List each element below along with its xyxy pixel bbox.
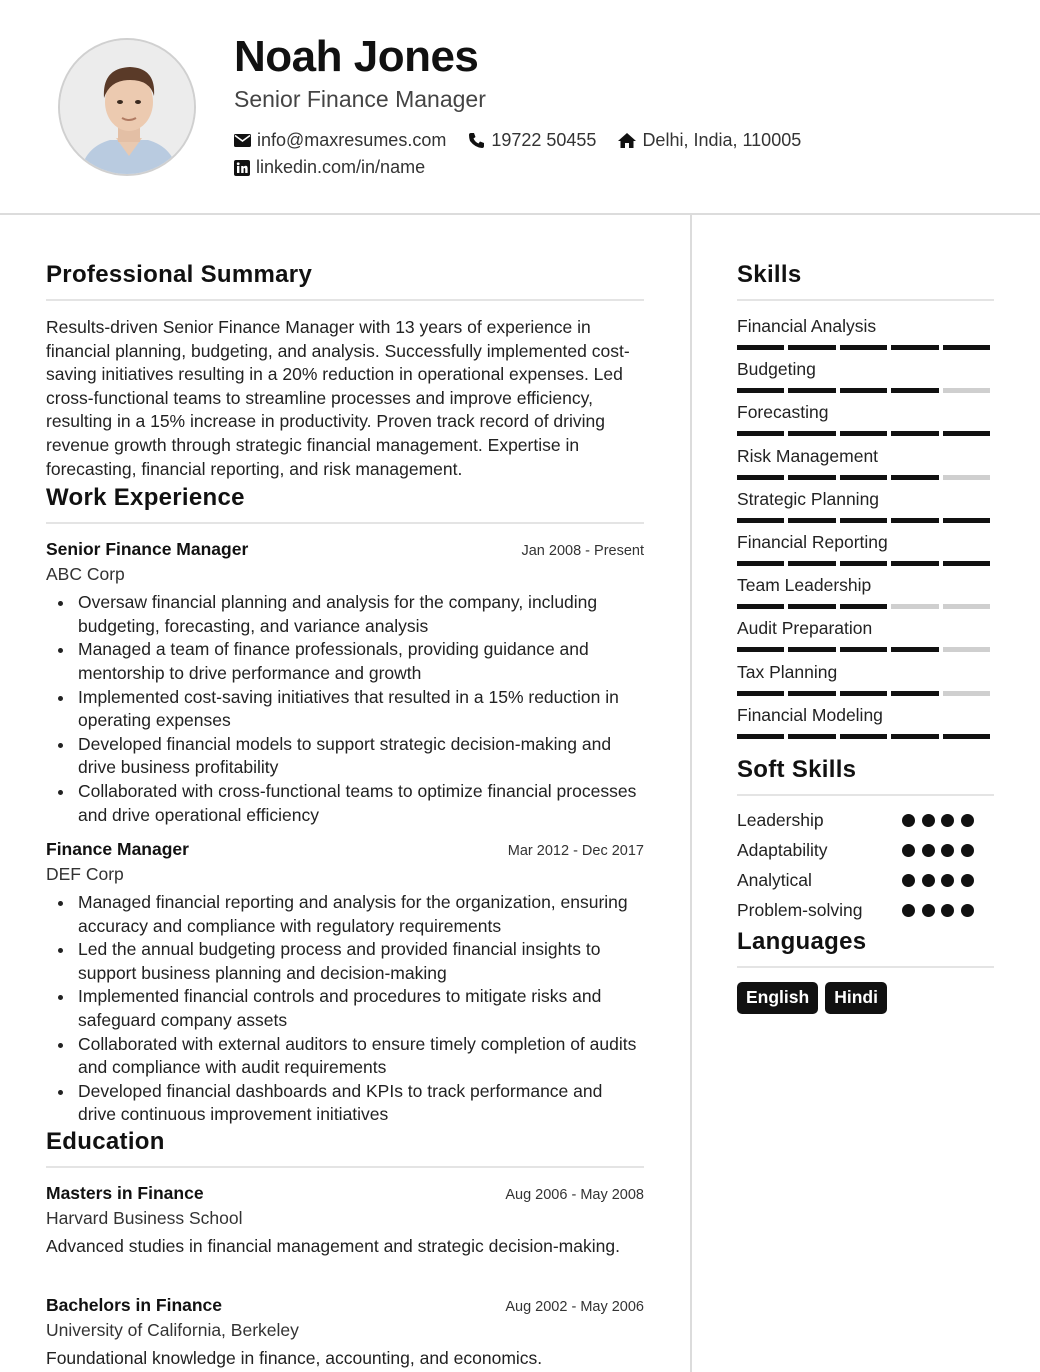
skill-level-segment: [737, 388, 784, 393]
skill-level-segment: [891, 518, 938, 523]
degree-title: Bachelors in Finance: [46, 1295, 223, 1316]
section-rule: [46, 1166, 644, 1168]
contact-row: [234, 130, 823, 151]
skill-level-segment: [943, 561, 990, 566]
email-text: info@maxresumes.com: [257, 130, 447, 150]
skill-name: Strategic Planning: [737, 488, 880, 509]
skill-level-bar: [737, 604, 994, 609]
job-date: Jan 2008 - Present: [521, 543, 644, 560]
skill-level-segment: [840, 475, 887, 480]
summary-text: Results-driven Senior Finance Manager with 13 years of experience in financial planning, budgeting, and analysis. Successfully implemented cost-saving initiatives resulting in a 20% reduction in operational expenses. Led cross-functional teams to streamline processes and improve efficiency, resulting in a 15% increase in productivity. Proven track record of driving revenue growth through strategic financial management. Expertise in forecasting, financial reporting, and risk management.: [46, 317, 630, 479]
list-item: Developed financial dashboards and KPIs to track performance and drive continuous improvement initiatives: [46, 1080, 644, 1127]
soft-skill-item: [737, 896, 994, 926]
linkedin-icon: [234, 160, 250, 176]
skill-level-segment: [943, 518, 990, 523]
column-divider: [690, 215, 692, 1372]
soft-skill-name: Problem-solving: [737, 900, 863, 921]
job-company: ABC Corp: [46, 564, 125, 585]
list-item: Managed financial reporting and analysis for the organization, ensuring accuracy and compliance with regulatory requirements: [46, 891, 644, 938]
languages-heading: Languages: [737, 927, 867, 955]
soft-skill-rating: [902, 814, 974, 827]
candidate-name: Noah Jones: [234, 32, 479, 81]
skill-level-segment: [943, 345, 990, 350]
rating-dot: [902, 814, 915, 827]
skills-list: [737, 316, 994, 748]
job-company: DEF Corp: [46, 864, 124, 885]
list-item: Implemented financial controls and procedures to mitigate risks and safeguard company assets: [46, 985, 644, 1032]
skill-item: [737, 705, 994, 748]
education-section: [46, 1128, 644, 1369]
skill-name: Team Leadership: [737, 575, 872, 596]
skill-level-bar: [737, 431, 994, 436]
skill-level-bar: [737, 561, 994, 566]
skill-level-segment: [737, 561, 784, 566]
summary-heading: Professional Summary: [46, 261, 313, 288]
skill-name: Audit Preparation: [737, 618, 873, 639]
skill-level-segment: [788, 647, 835, 652]
skill-level-segment: [943, 734, 990, 739]
skill-name: Risk Management: [737, 445, 879, 466]
soft-skill-rating: [902, 874, 974, 887]
skill-level-bar: [737, 475, 994, 480]
education-entry: [46, 1183, 644, 1257]
rating-dot: [941, 874, 954, 887]
education-date: Aug 2006 - May 2008: [505, 1187, 644, 1204]
soft-skill-rating: [902, 844, 974, 857]
skill-name: Financial Modeling: [737, 704, 883, 725]
skill-level-segment: [840, 734, 887, 739]
skill-level-segment: [788, 475, 835, 480]
envelope-icon: [234, 134, 251, 147]
section-rule: [46, 299, 644, 301]
skill-level-segment: [788, 388, 835, 393]
main-column: [46, 215, 644, 1369]
soft-skill-name: Analytical: [737, 870, 812, 891]
education-date: Aug 2002 - May 2006: [505, 1299, 644, 1316]
skill-level-segment: [891, 691, 938, 696]
skill-level-segment: [737, 431, 784, 436]
skill-level-segment: [943, 647, 990, 652]
skill-level-segment: [840, 388, 887, 393]
skill-level-segment: [891, 604, 938, 609]
list-item: Oversaw financial planning and analysis for the company, including budgeting, forecasting, and variance analysis: [46, 591, 644, 638]
phone-contact[interactable]: [468, 130, 596, 151]
skill-level-bar: [737, 734, 994, 739]
job-bullets: [46, 591, 644, 827]
skill-level-segment: [943, 604, 990, 609]
sidebar-column: [737, 215, 994, 1014]
soft-skill-item: [737, 836, 994, 866]
skill-level-segment: [788, 604, 835, 609]
email-contact[interactable]: [234, 130, 446, 151]
languages-section: [737, 928, 994, 1014]
skill-level-bar: [737, 647, 994, 652]
skill-item: [737, 402, 994, 445]
skill-name: Forecasting: [737, 402, 829, 423]
skill-level-segment: [737, 734, 784, 739]
job-bullets: [46, 891, 644, 1127]
location-text: Delhi, India, 110005: [642, 130, 802, 150]
soft-skill-item: [737, 866, 994, 896]
list-item: Led the annual budgeting process and provided financial insights to support business planning and decision-making: [46, 938, 644, 985]
skill-level-segment: [840, 647, 887, 652]
linkedin-text: linkedin.com/in/name: [256, 157, 426, 177]
skill-level-segment: [737, 345, 784, 350]
skill-level-segment: [891, 734, 938, 739]
skill-level-segment: [891, 647, 938, 652]
phone-icon: [468, 132, 485, 149]
job-date: Mar 2012 - Dec 2017: [507, 843, 644, 860]
rating-dot: [941, 814, 954, 827]
skill-level-segment: [788, 691, 835, 696]
experience-heading: Work Experience: [46, 484, 245, 512]
languages-list: [737, 982, 994, 1014]
skill-level-segment: [840, 431, 887, 436]
list-item: Implemented cost-saving initiatives that resulted in a 15% reduction in operating expenses: [46, 686, 644, 733]
skill-level-bar: [737, 345, 994, 350]
section-rule: [737, 299, 994, 301]
candidate-title: Senior Finance Manager: [234, 86, 486, 112]
rating-dot: [922, 844, 935, 857]
resume-header: [0, 0, 1040, 215]
skill-level-segment: [737, 691, 784, 696]
language-tag: English: [737, 982, 818, 1014]
skill-level-segment: [943, 691, 990, 696]
section-rule: [737, 966, 994, 968]
skill-level-bar: [737, 691, 994, 696]
location-contact: [618, 130, 801, 151]
skill-level-segment: [788, 561, 835, 566]
list-item: Developed financial models to support strategic decision-making and drive business profitability: [46, 733, 644, 780]
skill-name: Budgeting: [737, 359, 816, 380]
list-item: Collaborated with external auditors to ensure timely completion of audits and compliance with audit requirements: [46, 1033, 644, 1080]
skill-name: Tax Planning: [737, 661, 838, 682]
rating-dot: [961, 814, 974, 827]
skill-item: [737, 532, 994, 575]
soft-skills-heading: Soft Skills: [737, 755, 857, 783]
experience-section: [46, 484, 644, 1127]
soft-skill-name: Adaptability: [737, 840, 828, 861]
skill-level-segment: [788, 431, 835, 436]
job-entry: [46, 839, 644, 1127]
rating-dot: [961, 874, 974, 887]
degree-title: Masters in Finance: [46, 1183, 204, 1204]
skill-level-bar: [737, 388, 994, 393]
skill-level-segment: [840, 561, 887, 566]
rating-dot: [902, 904, 915, 917]
skills-section: [737, 261, 994, 748]
skill-level-segment: [737, 518, 784, 523]
skill-level-segment: [891, 388, 938, 393]
list-item: Collaborated with cross-functional teams to optimize financial processes and drive operational efficiency: [46, 780, 644, 827]
list-item: Managed a team of finance professionals, providing guidance and mentorship to drive performance and growth: [46, 638, 644, 685]
skill-level-segment: [788, 345, 835, 350]
skill-level-segment: [943, 431, 990, 436]
skill-level-segment: [840, 518, 887, 523]
skill-item: [737, 359, 994, 402]
language-tag: Hindi: [825, 982, 887, 1014]
skill-level-segment: [737, 604, 784, 609]
rating-dot: [922, 904, 935, 917]
skill-item: [737, 662, 994, 705]
school-name: University of California, Berkeley: [46, 1320, 299, 1341]
skill-level-segment: [891, 475, 938, 480]
linkedin-contact[interactable]: [234, 157, 425, 178]
skill-item: [737, 489, 994, 532]
skills-heading: Skills: [737, 261, 802, 288]
contact-row-2: [234, 157, 447, 178]
skill-name: Financial Analysis: [737, 316, 877, 336]
soft-skill-item: [737, 806, 994, 836]
rating-dot: [941, 844, 954, 857]
skill-level-segment: [840, 604, 887, 609]
skill-level-segment: [788, 734, 835, 739]
rating-dot: [961, 844, 974, 857]
skill-level-segment: [891, 345, 938, 350]
skill-item: [737, 618, 994, 661]
skill-level-segment: [891, 561, 938, 566]
job-title: Finance Manager: [46, 839, 189, 860]
school-name: Harvard Business School: [46, 1208, 243, 1229]
skill-level-segment: [737, 475, 784, 480]
home-icon: [618, 133, 636, 148]
job-title: Senior Finance Manager: [46, 539, 249, 560]
skill-item: [737, 446, 994, 489]
skill-level-segment: [840, 691, 887, 696]
section-rule: [46, 522, 644, 524]
skill-name: Financial Reporting: [737, 531, 888, 552]
section-rule: [737, 794, 994, 796]
profile-photo: [58, 38, 196, 176]
skill-level-segment: [891, 431, 938, 436]
rating-dot: [902, 844, 915, 857]
skill-level-segment: [840, 345, 887, 350]
rating-dot: [922, 814, 935, 827]
soft-skill-name: Leadership: [737, 810, 824, 831]
phone-text: 19722 50455: [491, 130, 597, 150]
soft-skills-section: [737, 756, 994, 926]
education-heading: Education: [46, 1128, 165, 1156]
job-entry: [46, 539, 644, 827]
skill-level-bar: [737, 518, 994, 523]
skill-level-segment: [788, 518, 835, 523]
rating-dot: [922, 874, 935, 887]
rating-dot: [902, 874, 915, 887]
rating-dot: [961, 904, 974, 917]
rating-dot: [941, 904, 954, 917]
skill-level-segment: [943, 388, 990, 393]
soft-skill-rating: [902, 904, 974, 917]
skill-level-segment: [737, 647, 784, 652]
skill-level-segment: [943, 475, 990, 480]
education-entry: [46, 1295, 644, 1369]
soft-skills-list: [737, 806, 994, 926]
education-description: Foundational knowledge in finance, accounting, and economics.: [46, 1348, 543, 1369]
skill-item: [737, 575, 994, 618]
skill-item: [737, 316, 994, 359]
summary-section: [46, 261, 644, 481]
education-description: Advanced studies in financial management and strategic decision-making.: [46, 1236, 620, 1257]
